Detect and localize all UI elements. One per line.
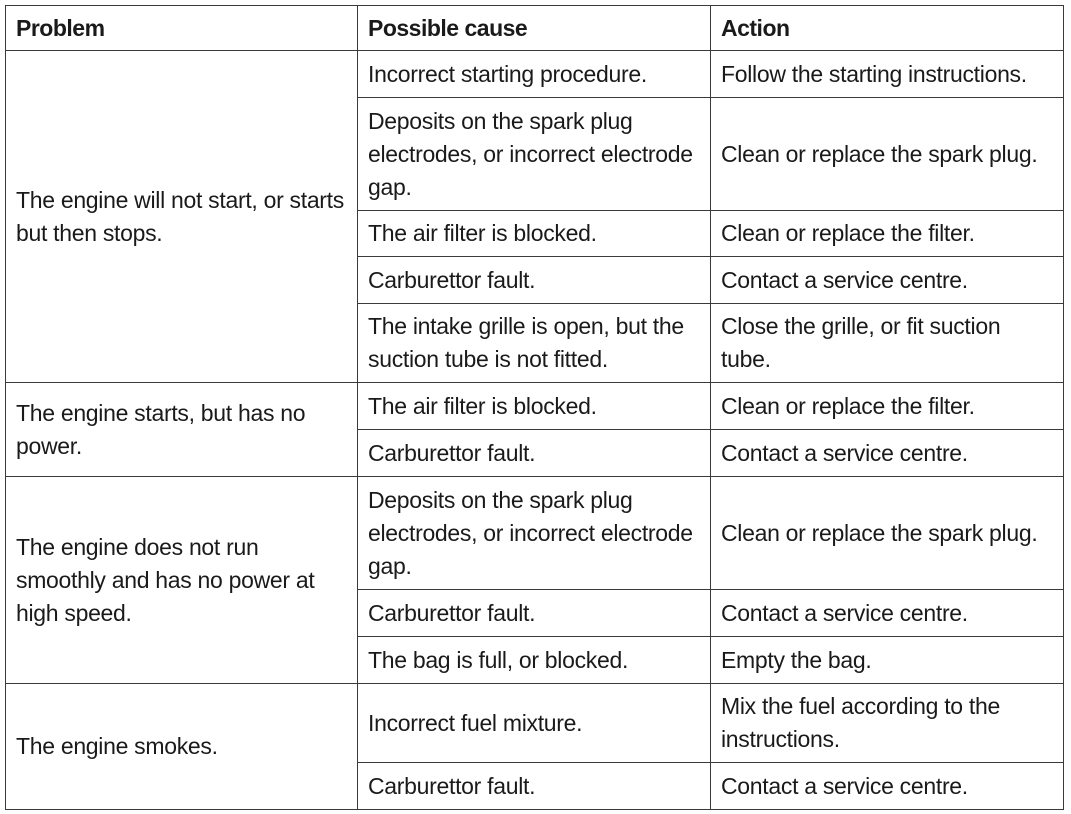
problem-cell: The engine will not start, or starts but then stops. <box>6 51 358 383</box>
cause-cell: Incorrect fuel mixture. <box>358 684 711 763</box>
header-possible-cause: Possible cause <box>358 6 711 51</box>
table-row <box>6 477 1064 590</box>
table-row <box>6 51 1064 98</box>
action-cell: Empty the bag. <box>711 637 1064 684</box>
action-cell: Contact a service centre. <box>711 590 1064 637</box>
cause-cell: Deposits on the spark plug electrodes, or incorrect electrode gap. <box>358 477 711 590</box>
cause-cell: The air filter is blocked. <box>358 211 711 257</box>
action-cell: Close the grille, or fit suction tube. <box>711 304 1064 383</box>
action-cell: Clean or replace the spark plug. <box>711 98 1064 211</box>
cause-cell: The bag is full, or blocked. <box>358 637 711 684</box>
action-cell: Contact a service centre. <box>711 763 1064 810</box>
table-row <box>6 684 1064 763</box>
cause-cell: Deposits on the spark plug electrodes, or incorrect electrode gap. <box>358 98 711 211</box>
problem-cell: The engine smokes. <box>6 684 358 810</box>
cause-cell: The air filter is blocked. <box>358 383 711 430</box>
troubleshooting-table <box>5 5 1064 810</box>
action-cell: Clean or replace the filter. <box>711 211 1064 257</box>
action-cell: Contact a service centre. <box>711 257 1064 304</box>
problem-cell: The engine starts, but has no power. <box>6 383 358 477</box>
problem-cell: The engine does not run smoothly and has no power at high speed. <box>6 477 358 684</box>
cause-cell: Carburettor fault. <box>358 257 711 304</box>
cause-cell: Incorrect starting procedure. <box>358 51 711 98</box>
action-cell: Contact a service centre. <box>711 430 1064 477</box>
action-cell: Mix the fuel according to the instructions. <box>711 684 1064 763</box>
action-cell: Clean or replace the spark plug. <box>711 477 1064 590</box>
cause-cell: Carburettor fault. <box>358 430 711 477</box>
header-problem: Problem <box>6 6 358 51</box>
header-action: Action <box>711 6 1064 51</box>
action-cell: Clean or replace the filter. <box>711 383 1064 430</box>
header-row <box>6 6 1064 51</box>
cause-cell: Carburettor fault. <box>358 763 711 810</box>
action-cell: Follow the starting instructions. <box>711 51 1064 98</box>
cause-cell: The intake grille is open, but the suction tube is not fitted. <box>358 304 711 383</box>
cause-cell: Carburettor fault. <box>358 590 711 637</box>
table-row <box>6 383 1064 430</box>
